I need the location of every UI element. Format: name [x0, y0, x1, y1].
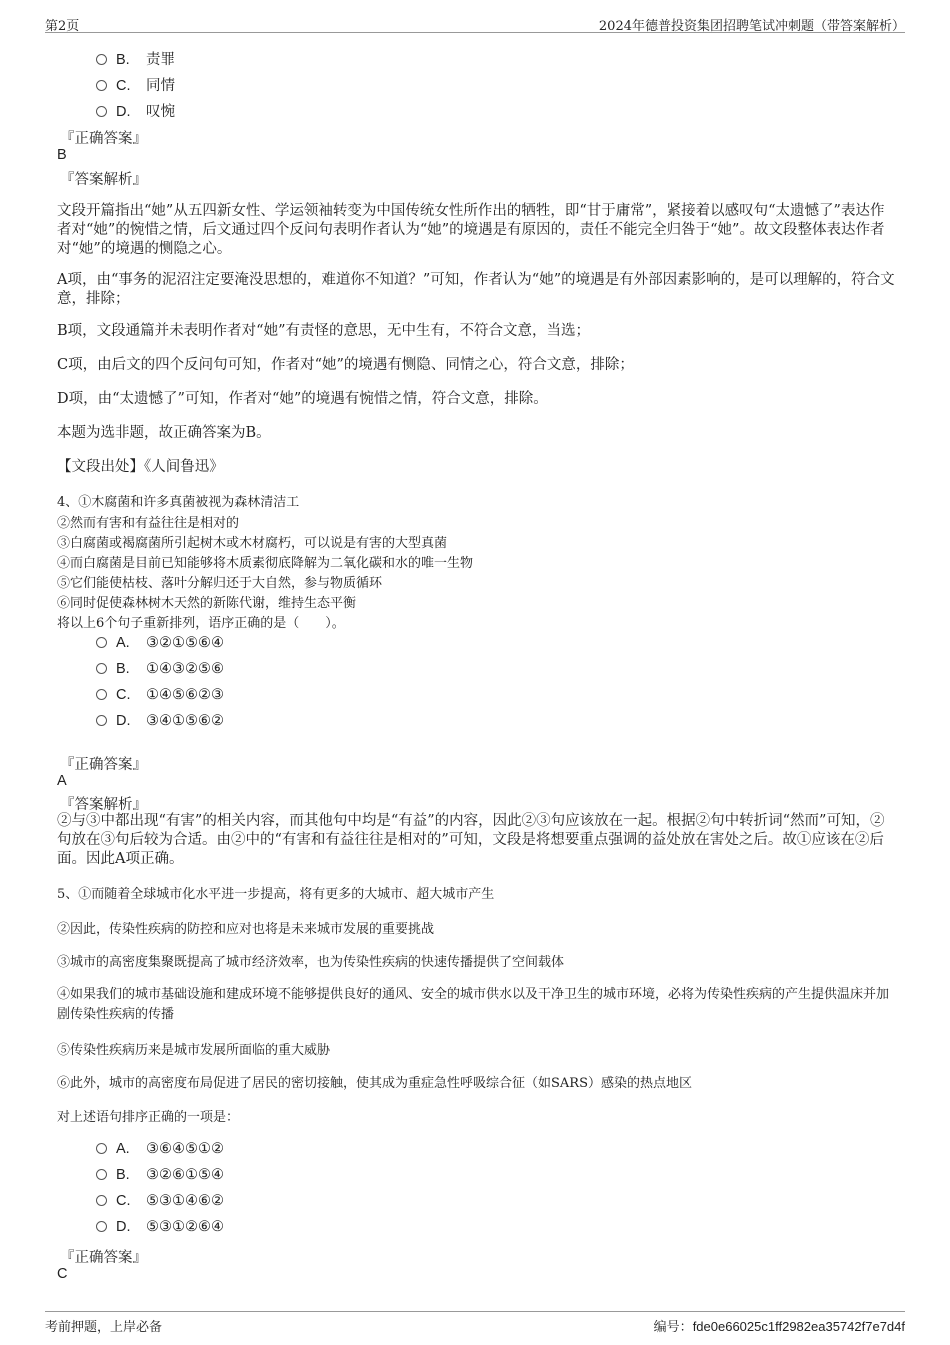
page-header — [45, 10, 905, 33]
q3-analysis-d: D项，由“太遗憾了”可知，作者对“她”的境遇有惋惜之情，符合文意，排除。 — [57, 391, 548, 407]
q4-option-d[interactable]: D. ③④①⑤⑥② — [96, 713, 224, 733]
q4-analysis: ②与③中都出现“有害”的相关内容，而其他句中均是“有益”的内容，因此②③句应该放在一起。根据②句中转折词“然而”可知，②句放在③句后较为合适。由②中的“有害和有益往往是相对的”可知，文段是将想要重点强调的益处放在害处之后。故①应该在②后面。因此A项正确。 — [57, 813, 885, 867]
q5-stem-3: ③城市的高密度集聚既提高了城市经济效率，也为传染性疾病的快速传播提供了空间载体 — [57, 955, 565, 970]
q3-option-c[interactable]: C. 同情 — [96, 74, 175, 94]
radio-icon[interactable] — [96, 80, 107, 91]
q4-analysis-label: 『答案解析』 — [60, 797, 147, 813]
q4-answer-label: 『正确答案』 — [60, 757, 147, 773]
q3-analysis-a: A项，由“事务的泥沼注定要淹没思想的，难道你不知道？”可知，作者认为“她”的境遇是有外部因素影响的，是可以理解的，符合文意，排除； — [57, 272, 895, 307]
q3-answer-label: 『正确答案』 — [60, 131, 147, 147]
radio-icon[interactable] — [96, 1221, 107, 1232]
q4-stem-2: ②然而有害和有益往往是相对的 — [57, 516, 240, 531]
q3-analysis-para: 文段开篇指出“她”从五四新女性、学运领袖转变为中国传统女性所作出的牺牲，即“甘于庸常”，紧接着以感叹句“太遗憾了”表达作者对“她”的惋惜之情，后文通过四个反问句表明作者认为“她”的境遇是有原因的，责任不能完全归咎于“她”。故文段整体表达作者对“她”的境遇的恻隐之心。 — [57, 203, 885, 257]
q5-question: 对上述语句排序正确的一项是： — [57, 1110, 240, 1125]
q5-option-d[interactable]: D. ⑤③①②⑥④ — [96, 1219, 224, 1239]
q4-stem-4: ④而白腐菌是目前已知能够将木质素彻底降解为二氧化碳和水的唯一生物 — [57, 556, 474, 571]
q3-option-b[interactable]: B. 责罪 — [96, 48, 175, 68]
radio-icon[interactable] — [96, 1195, 107, 1206]
q4-answer: A — [57, 773, 67, 789]
q3-answer: B — [57, 147, 67, 163]
q4-option-b[interactable]: B. ①④③②⑤⑥ — [96, 661, 224, 681]
q4-stem-5: ⑤它们能使枯枝、落叶分解归还于大自然，参与物质循环 — [57, 576, 383, 591]
q5-option-c[interactable]: C. ⑤③①④⑥② — [96, 1193, 224, 1213]
q3-analysis-c: C项，由后文的四个反问句可知，作者对“她”的境遇有恻隐、同情之心，符合文意，排除； — [57, 357, 634, 373]
q5-option-b[interactable]: B. ③②⑥①⑤④ — [96, 1167, 224, 1187]
page-footer — [45, 1311, 905, 1334]
radio-icon[interactable] — [96, 637, 107, 648]
q5-option-a[interactable]: A. ③⑥④⑤①② — [96, 1141, 224, 1161]
footer-slogan: 考前押题，上岸必备 — [45, 1320, 163, 1335]
q4-option-c[interactable]: C. ①④⑤⑥②③ — [96, 687, 224, 707]
q3-analysis-conclusion: 本题为选非题，故正确答案为B。 — [57, 425, 271, 441]
document-title: 2024年德普投资集团招聘笔试冲刺题（带答案解析） — [598, 19, 905, 34]
page-number: 第2页 — [45, 19, 80, 34]
radio-icon[interactable] — [96, 689, 107, 700]
q4-stem-6: ⑥同时促使森林树木天然的新陈代谢，维持生态平衡 — [57, 596, 357, 611]
radio-icon[interactable] — [96, 106, 107, 117]
q5-stem-5: ⑤传染性疾病历来是城市发展所面临的重大威胁 — [57, 1043, 331, 1058]
radio-icon[interactable] — [96, 715, 107, 726]
q4-question: 将以上6个句子重新排列，语序正确的是（ ）。 — [57, 616, 345, 631]
q3-analysis-b: B项，文段通篇并未表明作者对“她”有责怪的意思，无中生有，不符合文意，当选； — [57, 323, 590, 339]
q3-option-d[interactable]: D. 叹惋 — [96, 100, 175, 120]
footer-code-value: fde0e66025c1ff2982ea35742f7e7d4f — [692, 1319, 905, 1334]
radio-icon[interactable] — [96, 663, 107, 674]
q3-source: 【文段出处】《人间鲁迅》 — [57, 459, 224, 475]
q4-stem-3: ③白腐菌或褐腐菌所引起树木或木材腐朽，可以说是有害的大型真菌 — [57, 536, 448, 551]
radio-icon[interactable] — [96, 1143, 107, 1154]
q5-answer-label: 『正确答案』 — [60, 1250, 147, 1266]
radio-icon[interactable] — [96, 54, 107, 65]
q5-stem-6: ⑥此外，城市的高密度布局促进了居民的密切接触，使其成为重症急性呼吸综合征（如SARS）感染的热点地区 — [57, 1076, 692, 1091]
footer-code-label: 编号： — [653, 1320, 693, 1335]
q5-answer: C — [57, 1266, 68, 1282]
q3-analysis-label: 『答案解析』 — [60, 172, 147, 188]
q5-stem-1: 5、①而随着全球城市化水平进一步提高，将有更多的大城市、超大城市产生 — [57, 887, 495, 902]
q5-stem-4: ④如果我们的城市基础设施和建成环境不能够提供良好的通风、安全的城市供水以及干净卫生的城市环境，必将为传染性疾病的产生提供温床并加剧传染性疾病的传播 — [57, 987, 890, 1022]
footer-code — [654, 1316, 905, 1335]
q5-stem-2: ②因此，传染性疾病的防控和应对也将是未来城市发展的重要挑战 — [57, 922, 435, 937]
q4-option-a[interactable]: A. ③②①⑤⑥④ — [96, 635, 224, 655]
q4-stem-1: 4、①木腐菌和许多真菌被视为森林清洁工 — [57, 495, 300, 510]
radio-icon[interactable] — [96, 1169, 107, 1180]
